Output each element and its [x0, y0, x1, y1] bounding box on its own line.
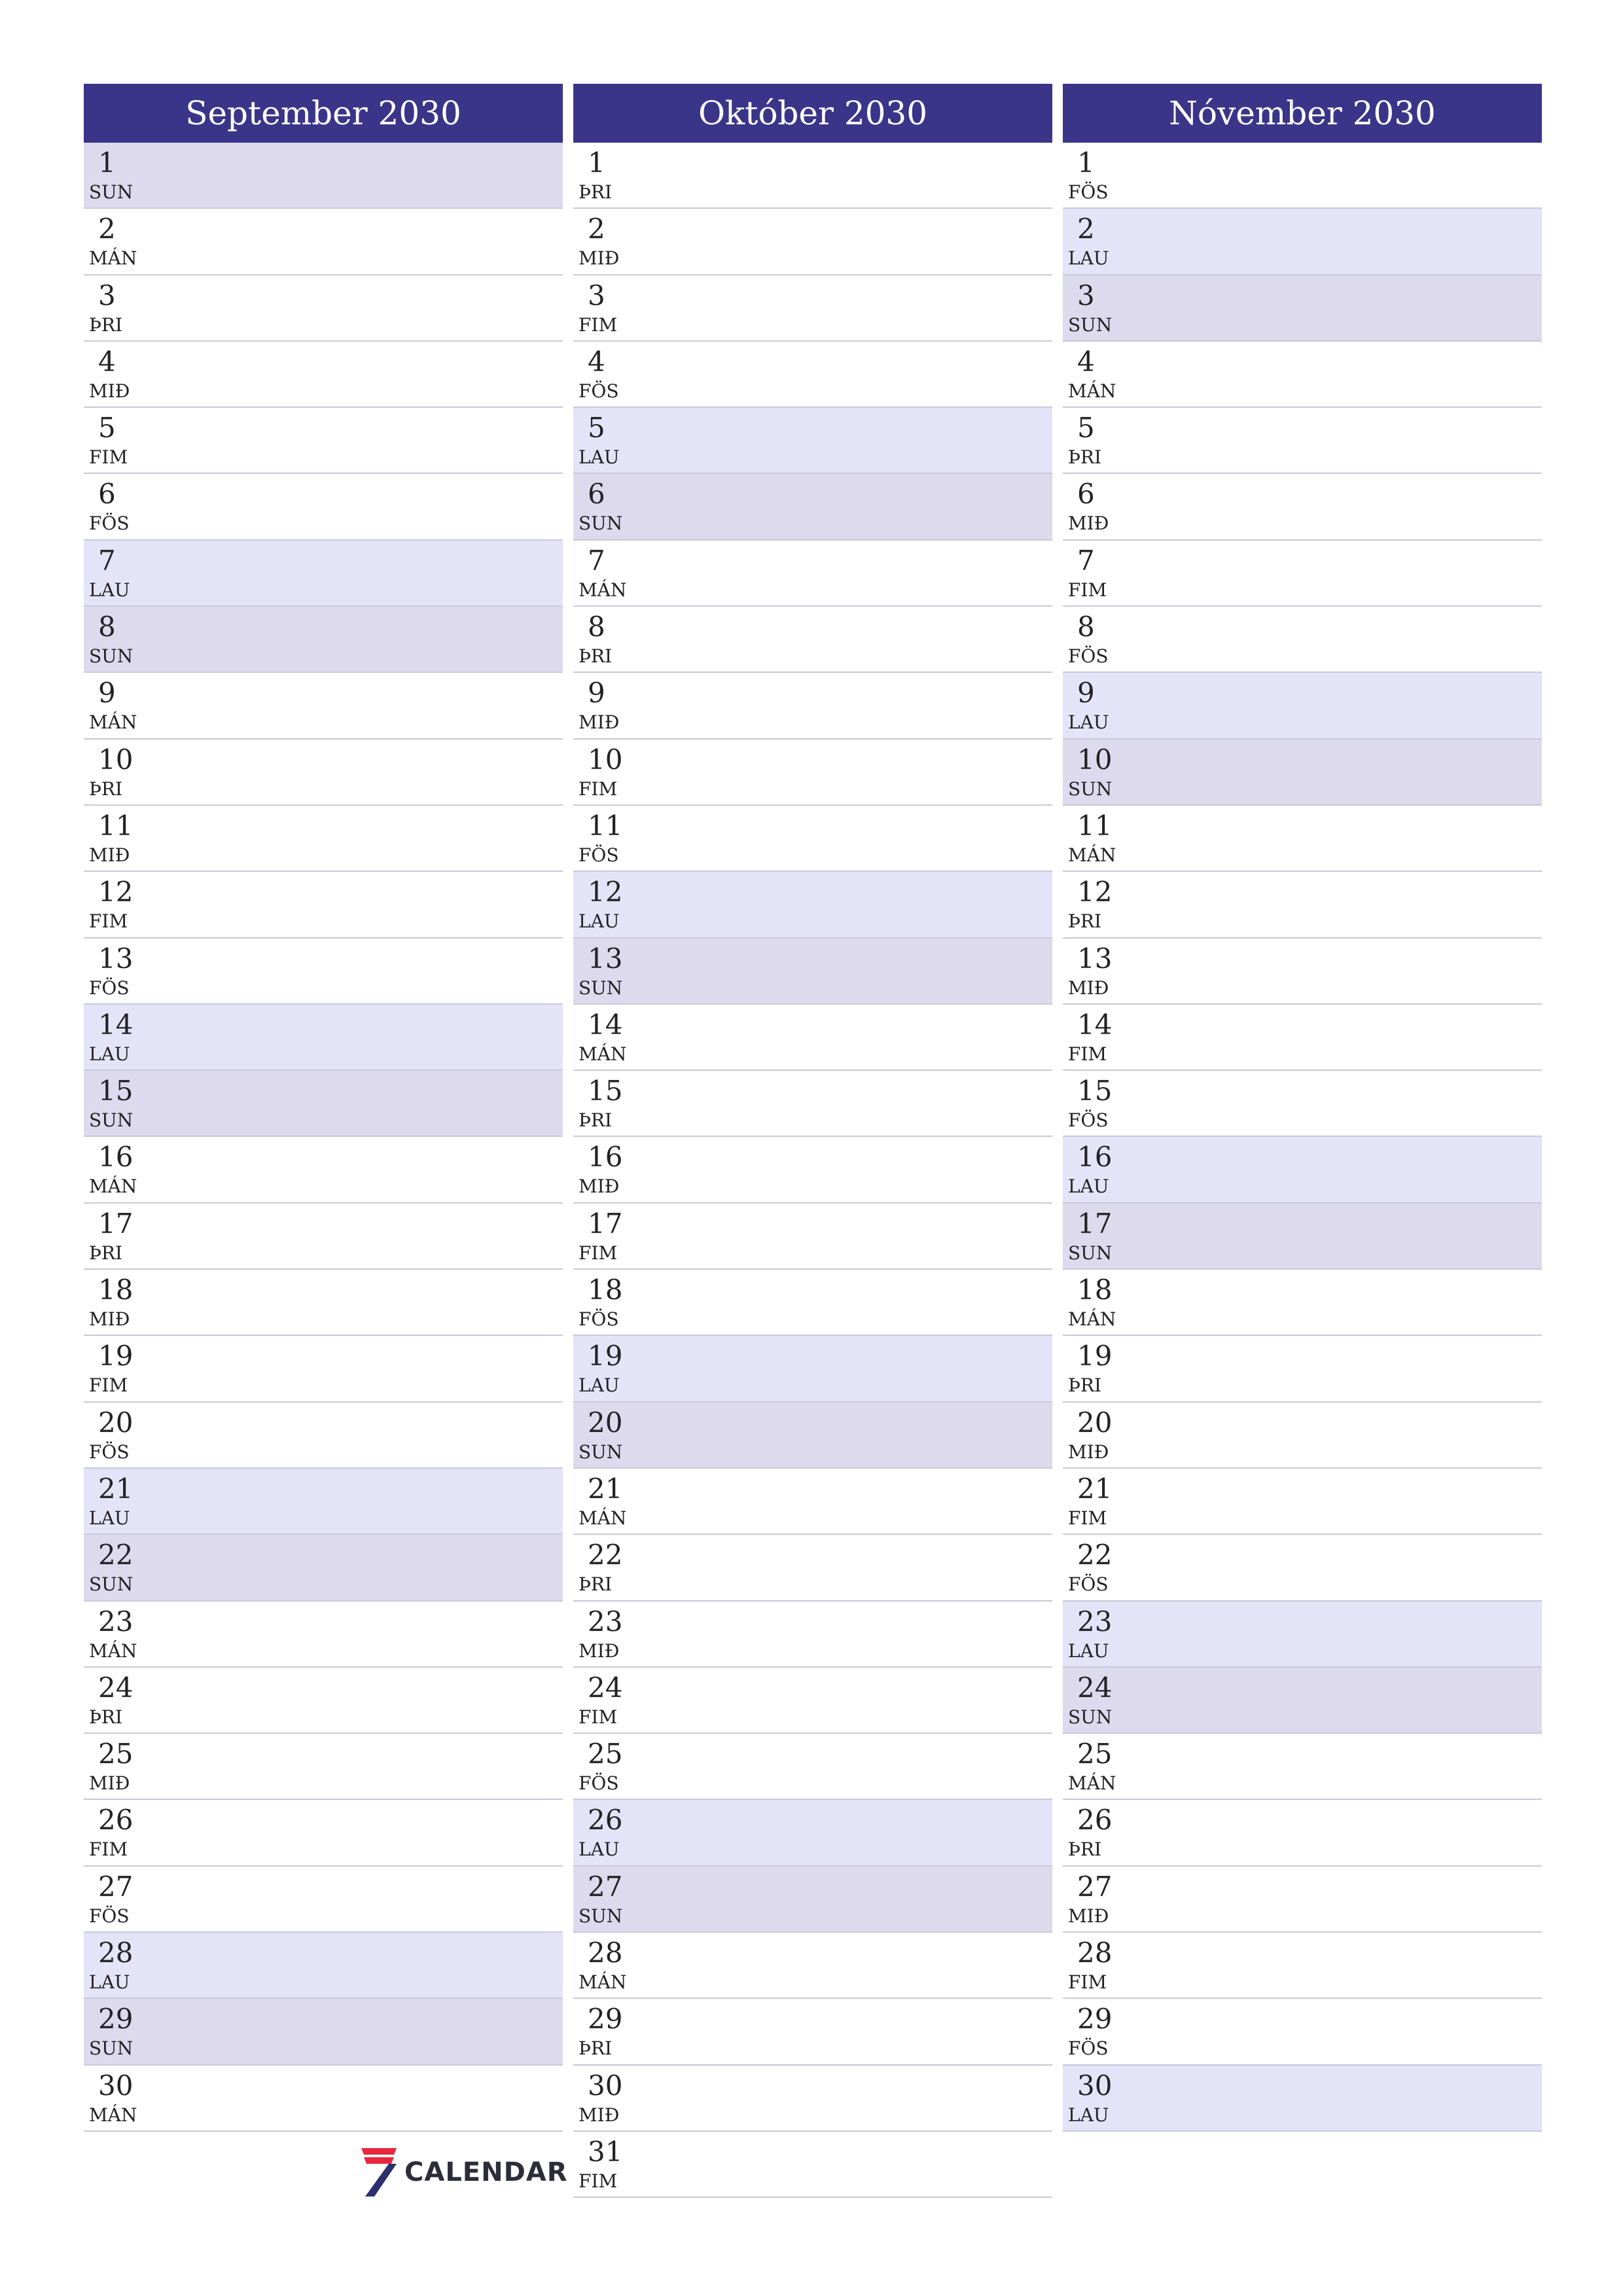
weekday-label: MÁN [579, 1043, 627, 1065]
day-row [84, 2066, 563, 2132]
day-number: 12 [588, 876, 623, 908]
day-row [1063, 1602, 1542, 1668]
day-row [573, 1800, 1052, 1866]
day-row [1063, 143, 1542, 209]
day-row [573, 276, 1052, 342]
day-number: 17 [98, 1207, 134, 1240]
day-row [1063, 872, 1542, 938]
day-row [1063, 408, 1542, 474]
day-row [1063, 1403, 1542, 1469]
day-row [573, 1005, 1052, 1071]
weekday-label: LAU [579, 1839, 620, 1861]
weekday-label: SUN [89, 1573, 134, 1596]
day-row [84, 1867, 563, 1933]
weekday-label: SUN [89, 645, 134, 668]
weekday-label: FIM [579, 778, 618, 800]
day-row [573, 673, 1052, 739]
weekday-label: MIÐ [89, 1772, 130, 1795]
weekday-label: MIÐ [1068, 1905, 1109, 1927]
weekday-label: SUN [89, 1109, 134, 1132]
weekday-label: MIÐ [579, 2104, 620, 2126]
day-row [573, 408, 1052, 474]
month-column-october [573, 84, 1052, 2198]
weekday-label: MÁN [89, 247, 137, 270]
weekday-label: MÁN [1068, 380, 1116, 402]
day-row [84, 939, 563, 1005]
day-number: 19 [98, 1340, 134, 1372]
day-number: 25 [98, 1738, 134, 1770]
day-row [573, 541, 1052, 607]
day-row [1063, 1734, 1542, 1800]
day-row [573, 1469, 1052, 1535]
weekday-label: ÞRI [89, 1242, 123, 1264]
weekday-label: LAU [579, 1374, 620, 1397]
weekday-label: LAU [1068, 247, 1109, 270]
weekday-label: ÞRI [579, 181, 613, 203]
day-row [1063, 1933, 1542, 1999]
weekday-label: LAU [1068, 1640, 1109, 1662]
day-number: 20 [98, 1406, 134, 1439]
day-number: 10 [588, 743, 623, 776]
weekday-label: SUN [579, 977, 623, 999]
day-number: 20 [588, 1406, 623, 1439]
day-number: 30 [1077, 2069, 1113, 2102]
weekday-label: SUN [1068, 1706, 1113, 1728]
weekday-label: FIM [89, 446, 128, 469]
day-row [573, 1602, 1052, 1668]
day-row [84, 1336, 563, 1402]
day-list [1063, 143, 1542, 2132]
day-number: 22 [1077, 1539, 1113, 1571]
weekday-label: MIÐ [89, 844, 130, 866]
day-number: 9 [588, 677, 605, 709]
day-row [573, 2066, 1052, 2132]
day-row [573, 872, 1052, 938]
weekday-label: LAU [89, 1043, 130, 1065]
day-row [573, 1734, 1052, 1800]
day-row [573, 1933, 1052, 1999]
day-number: 3 [588, 279, 605, 312]
weekday-label: FIM [1068, 1043, 1107, 1065]
day-row [84, 1734, 563, 1800]
day-number: 23 [588, 1605, 623, 1638]
weekday-label: LAU [579, 910, 620, 933]
weekday-label: FIM [1068, 1507, 1107, 1529]
weekday-label: ÞRI [1068, 910, 1102, 933]
day-number: 30 [98, 2069, 134, 2102]
day-number: 7 [1077, 544, 1095, 577]
weekday-label: FÖS [1068, 181, 1109, 203]
weekday-label: FÖS [579, 844, 619, 866]
day-row [573, 1999, 1052, 2065]
weekday-label: FÖS [89, 1905, 130, 1927]
day-row [1063, 1999, 1542, 2065]
weekday-label: LAU [89, 1507, 130, 1529]
day-number: 4 [588, 345, 605, 378]
weekday-label: MIÐ [579, 247, 620, 270]
day-number: 21 [1077, 1472, 1113, 1505]
day-row [573, 1137, 1052, 1203]
day-row [84, 143, 563, 209]
weekday-label: MIÐ [89, 1308, 130, 1331]
weekday-label: MIÐ [89, 380, 130, 402]
day-number: 27 [1077, 1870, 1113, 1903]
day-row [84, 1137, 563, 1203]
day-number: 8 [1077, 611, 1095, 643]
month-column-september [84, 84, 563, 2132]
day-number: 23 [1077, 1605, 1113, 1638]
day-number: 19 [588, 1340, 623, 1372]
calendar-logo [359, 2145, 568, 2198]
day-number: 18 [588, 1274, 623, 1306]
day-row [1063, 1668, 1542, 1734]
day-number: 27 [98, 1870, 134, 1903]
day-row [573, 474, 1052, 540]
day-row [84, 607, 563, 673]
weekday-label: SUN [1068, 778, 1113, 800]
weekday-label: FÖS [1068, 1109, 1109, 1132]
day-row [1063, 1270, 1542, 1336]
weekday-label: FIM [1068, 579, 1107, 601]
month-column-november [1063, 84, 1542, 2132]
weekday-label: FÖS [579, 1308, 619, 1331]
day-number: 5 [588, 412, 605, 444]
weekday-label: FIM [579, 2170, 618, 2192]
day-number: 15 [98, 1075, 134, 1107]
weekday-label: SUN [89, 181, 134, 203]
weekday-label: ÞRI [579, 1573, 613, 1596]
day-number: 7 [98, 544, 116, 577]
day-row [573, 209, 1052, 275]
weekday-label: FIM [579, 1242, 618, 1264]
day-number: 17 [588, 1207, 623, 1240]
day-row [84, 1071, 563, 1137]
day-row [573, 607, 1052, 673]
day-row [1063, 209, 1542, 275]
day-row [1063, 673, 1542, 739]
day-number: 5 [98, 412, 116, 444]
day-row [573, 342, 1052, 408]
day-number: 28 [98, 1937, 134, 1969]
weekday-label: LAU [89, 579, 130, 601]
day-number: 15 [1077, 1075, 1113, 1107]
day-number: 2 [588, 213, 605, 245]
day-row [84, 1668, 563, 1734]
weekday-label: ÞRI [89, 1706, 123, 1728]
weekday-label: MIÐ [579, 1175, 620, 1198]
day-number: 6 [588, 478, 605, 511]
day-number: 23 [98, 1605, 134, 1638]
day-row [84, 1204, 563, 1270]
day-number: 5 [1077, 412, 1095, 444]
day-number: 16 [98, 1141, 134, 1174]
day-number: 9 [1077, 677, 1095, 709]
day-row [1063, 1336, 1542, 1402]
weekday-label: LAU [579, 446, 620, 469]
day-number: 2 [1077, 213, 1095, 245]
day-row [84, 276, 563, 342]
day-number: 15 [588, 1075, 623, 1107]
day-number: 17 [1077, 1207, 1113, 1240]
day-row [84, 209, 563, 275]
day-number: 29 [1077, 2003, 1113, 2036]
weekday-label: ÞRI [1068, 1839, 1102, 1861]
weekday-label: MÁN [89, 1640, 137, 1662]
day-number: 31 [588, 2135, 623, 2168]
weekday-label: FÖS [89, 977, 130, 999]
day-number: 30 [588, 2069, 623, 2102]
day-row [1063, 1535, 1542, 1601]
day-number: 24 [1077, 1671, 1113, 1704]
day-number: 2 [98, 213, 116, 245]
day-row [1063, 1204, 1542, 1270]
day-number: 18 [98, 1274, 134, 1306]
day-row [573, 1535, 1052, 1601]
day-row [573, 1071, 1052, 1137]
day-number: 13 [588, 942, 623, 975]
day-number: 1 [98, 147, 116, 179]
weekday-label: MIÐ [579, 711, 620, 734]
day-row [1063, 342, 1542, 408]
day-row [84, 673, 563, 739]
day-number: 21 [588, 1472, 623, 1505]
day-row [573, 2132, 1052, 2198]
weekday-label: MIÐ [1068, 1441, 1109, 1463]
day-row [1063, 1071, 1542, 1137]
day-number: 12 [1077, 876, 1113, 908]
weekday-label: SUN [89, 2037, 134, 2060]
weekday-label: MÁN [89, 2104, 137, 2126]
day-row [573, 1403, 1052, 1469]
day-row [573, 806, 1052, 872]
day-number: 4 [1077, 345, 1095, 378]
weekday-label: ÞRI [89, 314, 123, 336]
day-row [573, 1336, 1052, 1402]
day-number: 16 [1077, 1141, 1113, 1174]
day-row [84, 1999, 563, 2065]
weekday-label: MÁN [579, 579, 627, 601]
weekday-label: FÖS [579, 1772, 619, 1795]
weekday-label: ÞRI [579, 2037, 613, 2060]
day-number: 10 [98, 743, 134, 776]
day-number: 11 [1077, 809, 1113, 842]
day-list [573, 143, 1052, 2198]
weekday-label: LAU [1068, 1175, 1109, 1198]
weekday-label: MIÐ [1068, 512, 1109, 535]
weekday-label: SUN [579, 1441, 623, 1463]
day-number: 19 [1077, 1340, 1113, 1372]
day-row [84, 1800, 563, 1866]
day-number: 14 [98, 1008, 134, 1041]
weekday-label: ÞRI [579, 645, 613, 668]
day-number: 1 [588, 147, 605, 179]
day-row [84, 541, 563, 607]
day-number: 1 [1077, 147, 1095, 179]
day-number: 3 [98, 279, 116, 312]
weekday-label: SUN [1068, 314, 1113, 336]
day-row [84, 872, 563, 938]
weekday-label: SUN [579, 1905, 623, 1927]
weekday-label: FÖS [89, 512, 130, 535]
weekday-label: FIM [579, 314, 618, 336]
weekday-label: MIÐ [1068, 977, 1109, 999]
day-number: 25 [588, 1738, 623, 1770]
day-row [1063, 1469, 1542, 1535]
day-number: 26 [1077, 1804, 1113, 1837]
weekday-label: SUN [579, 512, 623, 535]
day-number: 24 [588, 1671, 623, 1704]
day-number: 26 [588, 1804, 623, 1837]
weekday-label: FIM [89, 910, 128, 933]
day-row [1063, 806, 1542, 872]
day-row [1063, 2066, 1542, 2132]
day-number: 22 [588, 1539, 623, 1571]
day-number: 28 [588, 1937, 623, 1969]
day-row [84, 1005, 563, 1071]
weekday-label: FIM [89, 1374, 128, 1397]
day-row [1063, 474, 1542, 540]
day-number: 8 [98, 611, 116, 643]
weekday-label: MÁN [89, 711, 137, 734]
weekday-label: FIM [89, 1839, 128, 1861]
day-number: 7 [588, 544, 605, 577]
day-number: 22 [98, 1539, 134, 1571]
weekday-label: MÁN [1068, 844, 1116, 866]
weekday-label: SUN [1068, 1242, 1113, 1264]
day-number: 8 [588, 611, 605, 643]
weekday-label: FIM [579, 1706, 618, 1728]
day-number: 29 [588, 2003, 623, 2036]
day-number: 4 [98, 345, 116, 378]
day-number: 13 [1077, 942, 1113, 975]
day-row [84, 1535, 563, 1601]
weekday-label: MÁN [1068, 1772, 1116, 1795]
day-row [1063, 1867, 1542, 1933]
weekday-label: FIM [1068, 1971, 1107, 1994]
day-number: 26 [98, 1804, 134, 1837]
weekday-label: LAU [1068, 711, 1109, 734]
day-number: 6 [98, 478, 116, 511]
day-row [84, 1403, 563, 1469]
day-row [573, 939, 1052, 1005]
month-header: Október 2030 [573, 84, 1052, 143]
weekday-label: MÁN [89, 1175, 137, 1198]
weekday-label: LAU [89, 1971, 130, 1994]
month-header: Nóvember 2030 [1063, 84, 1542, 143]
weekday-label: MÁN [579, 1971, 627, 1994]
day-row [84, 1933, 563, 1999]
weekday-label: ÞRI [579, 1109, 613, 1132]
day-row [84, 474, 563, 540]
day-row [1063, 740, 1542, 806]
day-number: 16 [588, 1141, 623, 1174]
day-row [573, 1270, 1052, 1336]
day-row [1063, 939, 1542, 1005]
weekday-label: FÖS [1068, 2037, 1109, 2060]
day-row [1063, 1137, 1542, 1203]
day-number: 21 [98, 1472, 134, 1505]
day-row [573, 143, 1052, 209]
day-row [84, 1469, 563, 1535]
weekday-label: FÖS [1068, 1573, 1109, 1596]
day-number: 27 [588, 1870, 623, 1903]
day-number: 28 [1077, 1937, 1113, 1969]
weekday-label: FÖS [579, 380, 619, 402]
day-row [573, 1204, 1052, 1270]
logo-text: CALENDAR [404, 2157, 568, 2187]
day-row [1063, 1005, 1542, 1071]
day-number: 9 [98, 677, 116, 709]
day-number: 13 [98, 942, 134, 975]
day-number: 6 [1077, 478, 1095, 511]
day-row [84, 1602, 563, 1668]
weekday-label: FÖS [1068, 645, 1109, 668]
day-number: 3 [1077, 279, 1095, 312]
day-row [573, 740, 1052, 806]
day-row [84, 806, 563, 872]
day-number: 10 [1077, 743, 1113, 776]
day-row [84, 740, 563, 806]
month-header: September 2030 [84, 84, 563, 143]
day-row [84, 1270, 563, 1336]
day-number: 14 [588, 1008, 623, 1041]
day-row [1063, 607, 1542, 673]
day-number: 29 [98, 2003, 134, 2036]
seven-logo-icon [359, 2145, 399, 2198]
day-row [1063, 1800, 1542, 1866]
day-number: 25 [1077, 1738, 1113, 1770]
weekday-label: MIÐ [579, 1640, 620, 1662]
day-number: 14 [1077, 1008, 1113, 1041]
weekday-label: MÁN [1068, 1308, 1116, 1331]
day-row [573, 1867, 1052, 1933]
weekday-label: MÁN [579, 1507, 627, 1529]
weekday-label: ÞRI [1068, 1374, 1102, 1397]
weekday-label: ÞRI [89, 778, 123, 800]
day-number: 24 [98, 1671, 134, 1704]
day-number: 11 [588, 809, 623, 842]
day-row [84, 342, 563, 408]
day-row [573, 1668, 1052, 1734]
day-row [1063, 276, 1542, 342]
day-list [84, 143, 563, 2132]
day-number: 20 [1077, 1406, 1113, 1439]
day-number: 18 [1077, 1274, 1113, 1306]
day-number: 11 [98, 809, 134, 842]
day-row [1063, 541, 1542, 607]
weekday-label: FÖS [89, 1441, 130, 1463]
weekday-label: LAU [1068, 2104, 1109, 2126]
weekday-label: ÞRI [1068, 446, 1102, 469]
day-row [84, 408, 563, 474]
day-number: 12 [98, 876, 134, 908]
